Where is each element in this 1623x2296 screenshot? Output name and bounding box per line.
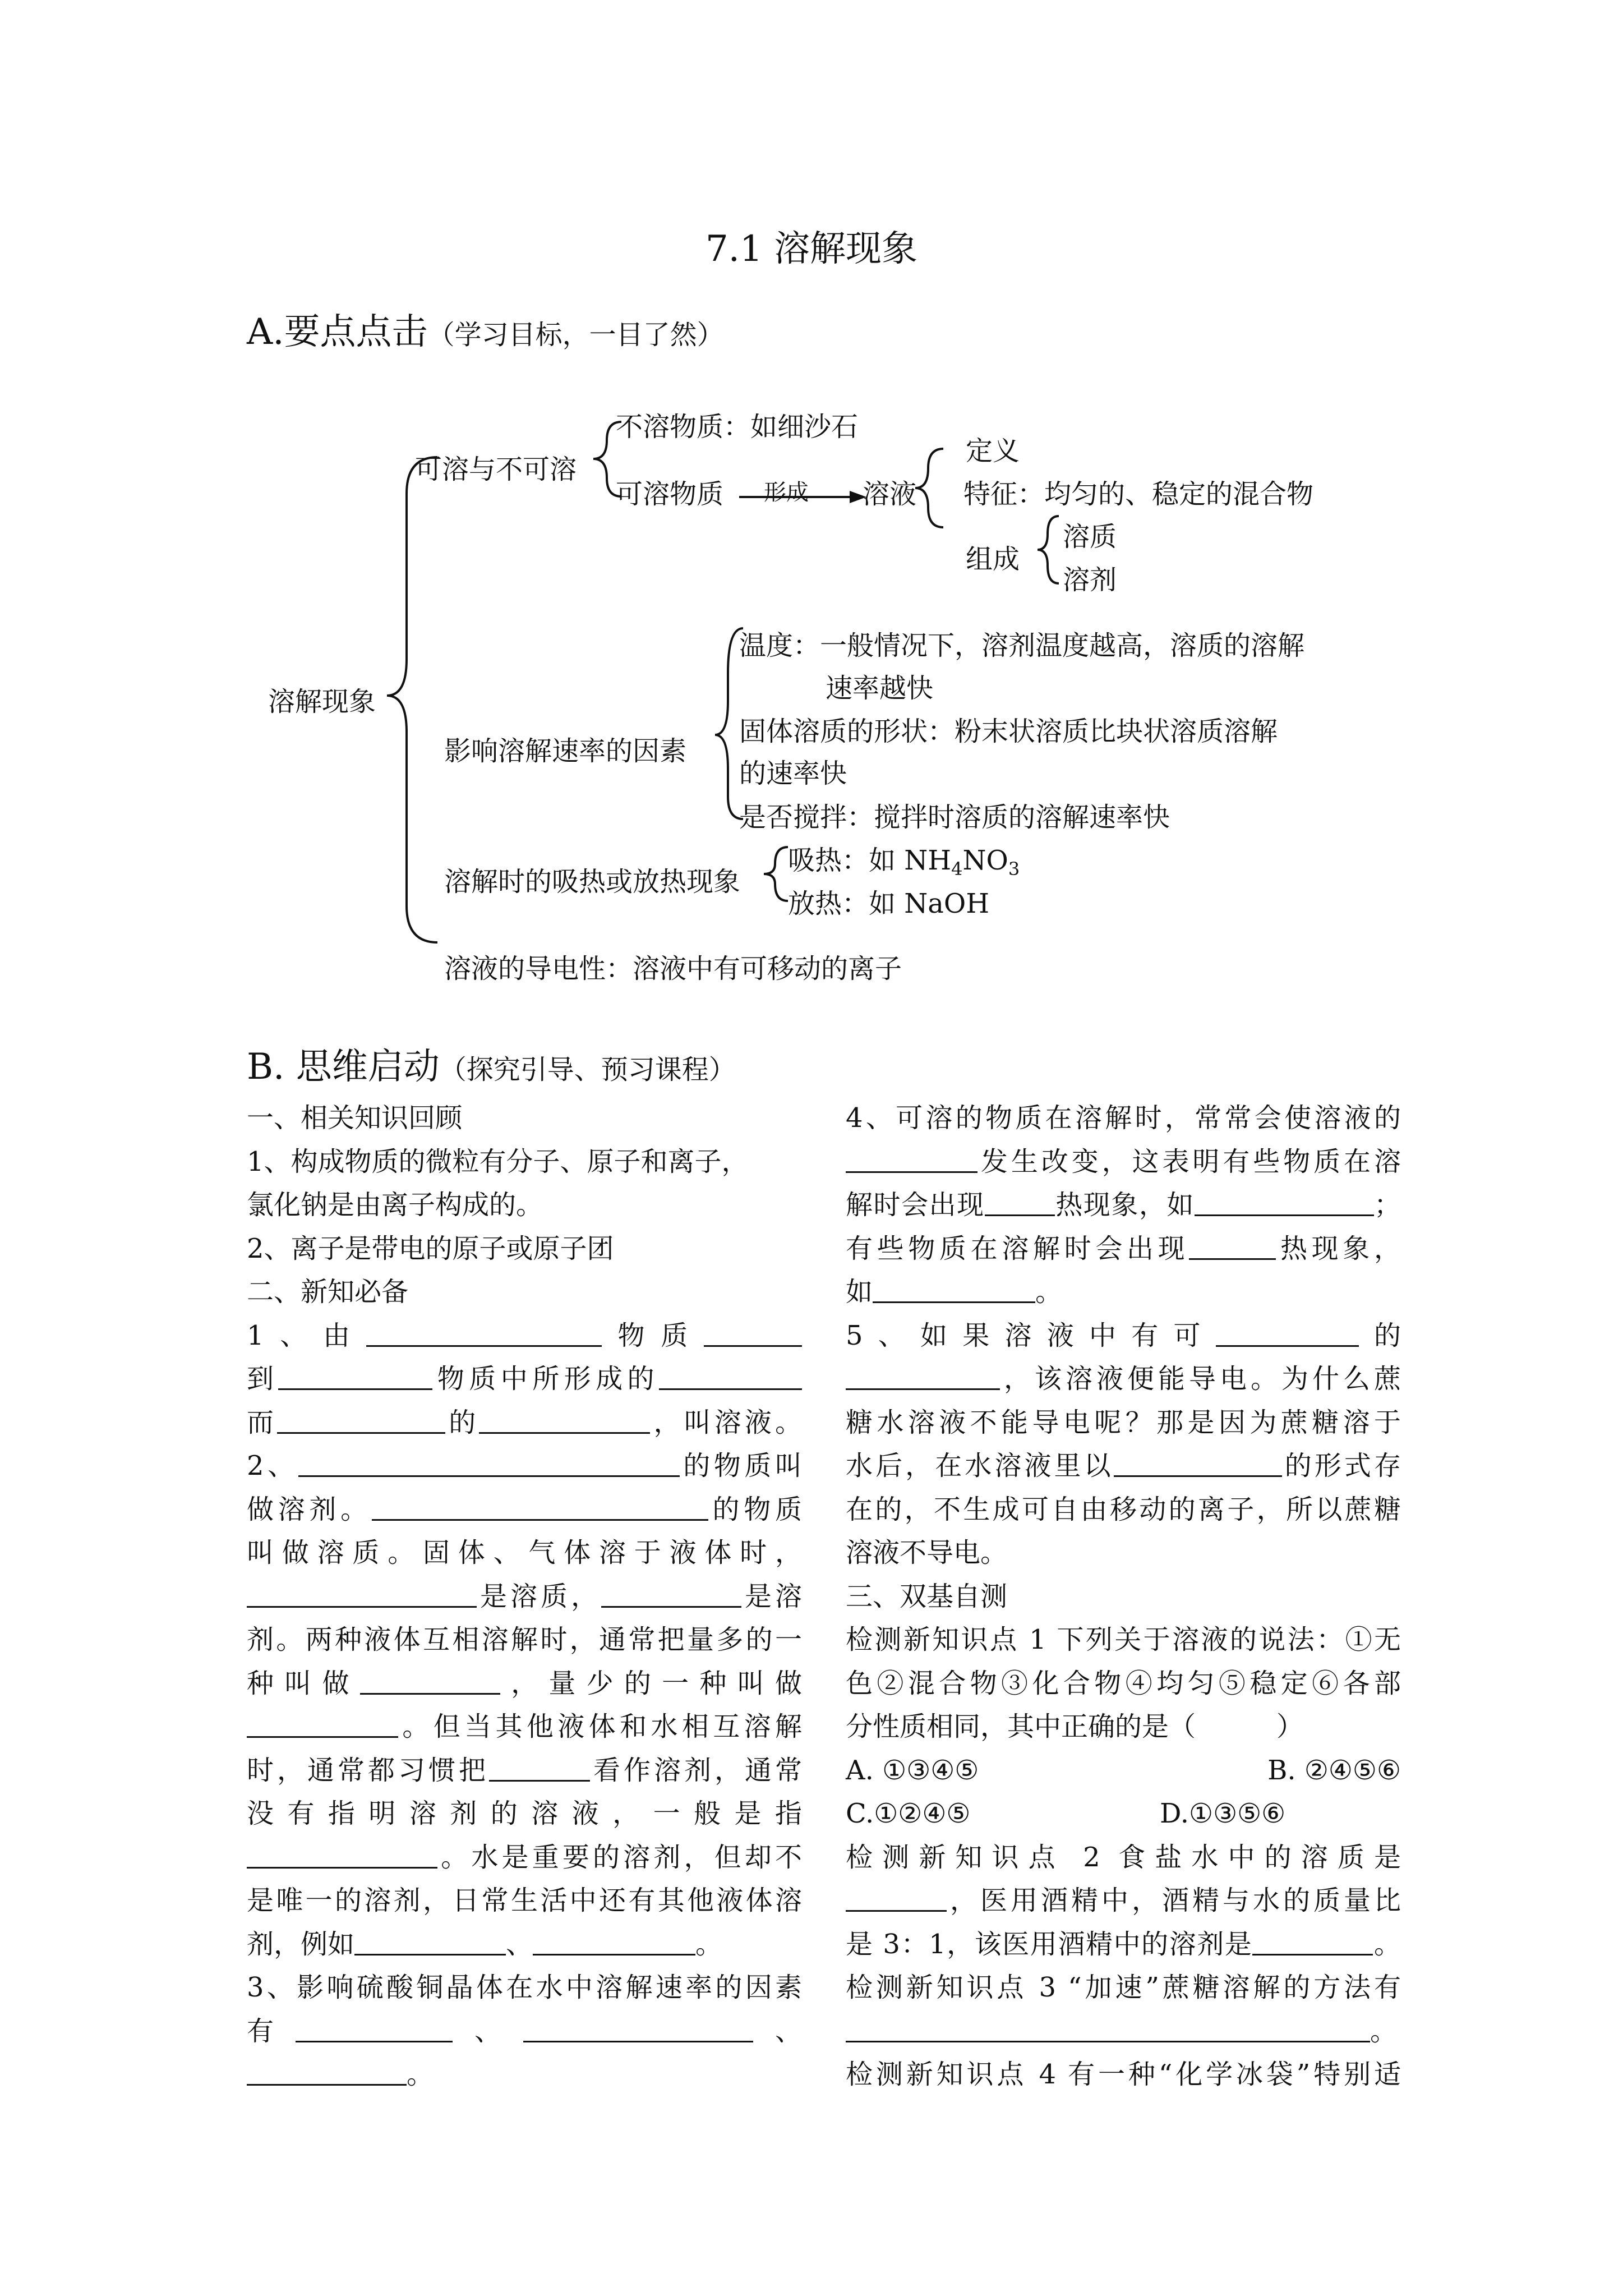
blank[interactable] [1195,1190,1374,1216]
question-4-line-5: 如 。 [846,1276,1063,1308]
question-4-line-3: 解时会出现 热现象，如 ； [846,1189,1401,1221]
test-1-options-ab [846,1749,1401,1793]
question-2-line-8: 时，通常都习惯把 看作溶剂，通常 [247,1754,802,1786]
blank[interactable] [846,2016,1370,2042]
blank[interactable] [247,1842,437,1869]
question-2-line-4: 是溶质， 是溶 [247,1575,802,1619]
question-5-line-2: ，该溶液便能导电。为什么蔗 [846,1358,1401,1401]
brace-solution [915,449,943,527]
question-2-line-10: 。水是重要的溶剂，但却不 [247,1836,802,1880]
section-a-note: （学习目标，一目了然） [427,319,724,351]
heading-review: 一、相关知识回顾 [247,1102,463,1134]
left-column [247,1097,802,2097]
question-2-line-7: 。但当其他液体和水相互溶解 [247,1705,802,1749]
brace-composition [1038,516,1059,583]
test-3-line-2: 。 [846,2010,1401,2054]
blank[interactable] [533,1929,695,1955]
map-composition: 组成 [966,544,1020,575]
text-line: 检测新知识点 1 下列关于溶液的说法：①无 [846,1624,1401,1655]
text-line: 3、影响硫酸铜晶体在水中溶解速率的因素 [247,1972,802,2003]
text-line: 2、离子是带电的原子或原子团 [247,1232,614,1264]
blank[interactable] [247,2059,407,2086]
blank[interactable] [296,2016,453,2042]
text-line: 色②混合物③化合物④均匀⑤稳定⑥各部 [846,1667,1401,1699]
page-title: 7.1 溶解现象 [705,228,918,270]
question-4-line-4: 有些物质在溶解时会出现 热现象， [846,1232,1401,1264]
map-solute: 溶质 [1063,521,1117,553]
blank[interactable] [873,1277,1035,1303]
text-line: 氯化钠是由离子构成的。 [247,1189,543,1221]
map-branch-rate: 影响溶解速率的因素 [444,735,687,767]
question-1-line-3: 而 的 ，叫溶液。 [247,1406,802,1438]
map-soluble-matter: 可溶物质 [616,478,724,510]
option-a[interactable]: A. ①③④⑤ [846,1754,979,1786]
text-line: 1、构成物质的微粒有分子、原子和离子， [247,1145,749,1177]
map-temp-2: 速率越快 [826,673,934,704]
question-2-line-1: 2、 的物质叫 [247,1450,802,1481]
blank[interactable] [247,1711,398,1738]
heading-new-knowledge: 二、新知必备 [247,1276,409,1308]
blank[interactable] [846,1147,978,1173]
option-c[interactable]: C.①②④⑤ [846,1798,971,1829]
blank[interactable] [479,1407,650,1434]
root-brace [387,457,437,942]
blank[interactable] [354,1929,506,1955]
text-line: 没有指明溶剂的溶液，一般是指 [247,1798,802,1829]
map-shape-2: 的速率快 [739,758,847,789]
question-2-line-2: 做溶剂。 的物质 [247,1493,802,1525]
map-root: 溶解现象 [268,686,376,717]
blank[interactable] [489,1755,590,1782]
blank[interactable] [1114,1451,1282,1477]
map-forms-label: 形成 [764,480,809,505]
blank[interactable] [298,1451,680,1477]
map-feature: 特征：均匀的、稳定的混合物 [963,478,1314,510]
question-2-line-6: 种叫做 ，量少的一种叫做 [247,1667,802,1699]
blank[interactable] [1216,1320,1359,1347]
question-4-line-2: 发生改变，这表明有些物质在溶 [846,1140,1401,1184]
text-line: 是唯一的溶剂，日常生活中还有其他液体溶 [247,1885,802,1916]
text-line: 溶液不导电。 [846,1537,1008,1568]
blank[interactable] [277,1407,445,1434]
text-line: 检测新知识点 4 有一种“化学冰袋”特别适 [846,2059,1401,2090]
blank[interactable] [846,1364,1000,1390]
blank[interactable] [704,1320,802,1347]
blank[interactable] [523,2016,753,2042]
text-line: 检测新知识点 3 “加速”蔗糖溶解的方法有 [846,1972,1401,2003]
heading-self-test: 三、双基自测 [846,1580,1008,1612]
section-a-title: A.要点点击 [247,311,428,353]
map-branch-soluble: 可溶与不可溶 [415,454,577,485]
test-2-line-2: ，医用酒精中，酒精与水的质量比 [846,1879,1401,1923]
map-branch-conductivity: 溶液的导电性：溶液中有可移动的离子 [444,953,902,984]
map-branch-heat: 溶解时的吸热或放热现象 [444,866,741,898]
map-stir: 是否搅拌：搅拌时溶质的溶解速率快 [739,802,1170,833]
test-2-line-3: 是 3：1，该医用酒精中的溶剂是 。 [846,1928,1401,1960]
map-shape-1: 固体溶质的形状：粉末状溶质比块状溶质溶解 [739,716,1278,747]
blank[interactable] [247,1581,477,1608]
question-3-line-3: 。 [247,2053,802,2097]
section-b-heading [247,1038,736,1089]
blank[interactable] [372,1494,708,1521]
blank[interactable] [366,1320,602,1347]
test-1-options-cd [846,1792,1401,1836]
map-solvent: 溶剂 [1063,564,1117,596]
brace-heat [764,847,788,901]
blank[interactable] [985,1190,1055,1216]
question-1-line-2: 到 物质中所形成的 [247,1358,802,1401]
option-b[interactable]: B. ②④⑤⑥ [1267,1754,1401,1786]
blank[interactable] [360,1668,500,1695]
blank[interactable] [659,1364,802,1390]
blank[interactable] [1189,1234,1276,1260]
question-3-line-2: 有 、 、 [247,2015,802,2047]
right-column [846,1097,1401,2097]
question-5-line-4: 水后，在水溶液里以 的形式存 [846,1450,1401,1481]
map-insoluble: 不溶物质：如细沙石 [616,411,859,443]
question-1-line-1: 1、由 物质 [247,1314,802,1358]
map-release: 放热：如 NaOH [788,888,990,919]
question-5-line-1: 5、如果溶液中有可 的 [846,1319,1401,1351]
text-line: 叫做溶质。固体、气体溶于液体时， [247,1537,802,1568]
text-line: 检测新知识点 2 食盐水中的溶质是 [846,1841,1401,1873]
text-line: 分性质相同，其中正确的是（ ） [846,1711,1304,1742]
blank[interactable] [846,1885,947,1912]
text-line: 在的，不生成可自由移动的离子，所以蔗糖 [846,1493,1401,1525]
text-line: 4、可溶的物质在溶解时，常常会使溶液的 [846,1102,1401,1134]
blank[interactable] [601,1581,741,1608]
option-d[interactable]: D.①③⑤⑥ [1160,1798,1286,1829]
section-b-note: （探究引导、预习课程） [439,1054,736,1085]
question-2-line-12: 剂，例如 、 。 [247,1928,723,1960]
text-line: 剂。两种液体互相溶解时，通常把量多的一 [247,1624,802,1655]
map-temp-1: 温度：一般情况下，溶剂温度越高，溶质的溶解 [739,630,1305,661]
blank[interactable] [278,1364,432,1390]
map-definition: 定义 [966,435,1020,467]
blank[interactable] [1252,1929,1373,1955]
map-solution: 溶液 [863,478,917,510]
text-line: 糖水溶液不能导电呢？那是因为蔗糖溶于 [846,1406,1401,1438]
map-absorb: 吸热：如 $NH_4NO_3$ [788,845,1020,880]
section-b-title: B. 思维启动 [247,1046,440,1088]
